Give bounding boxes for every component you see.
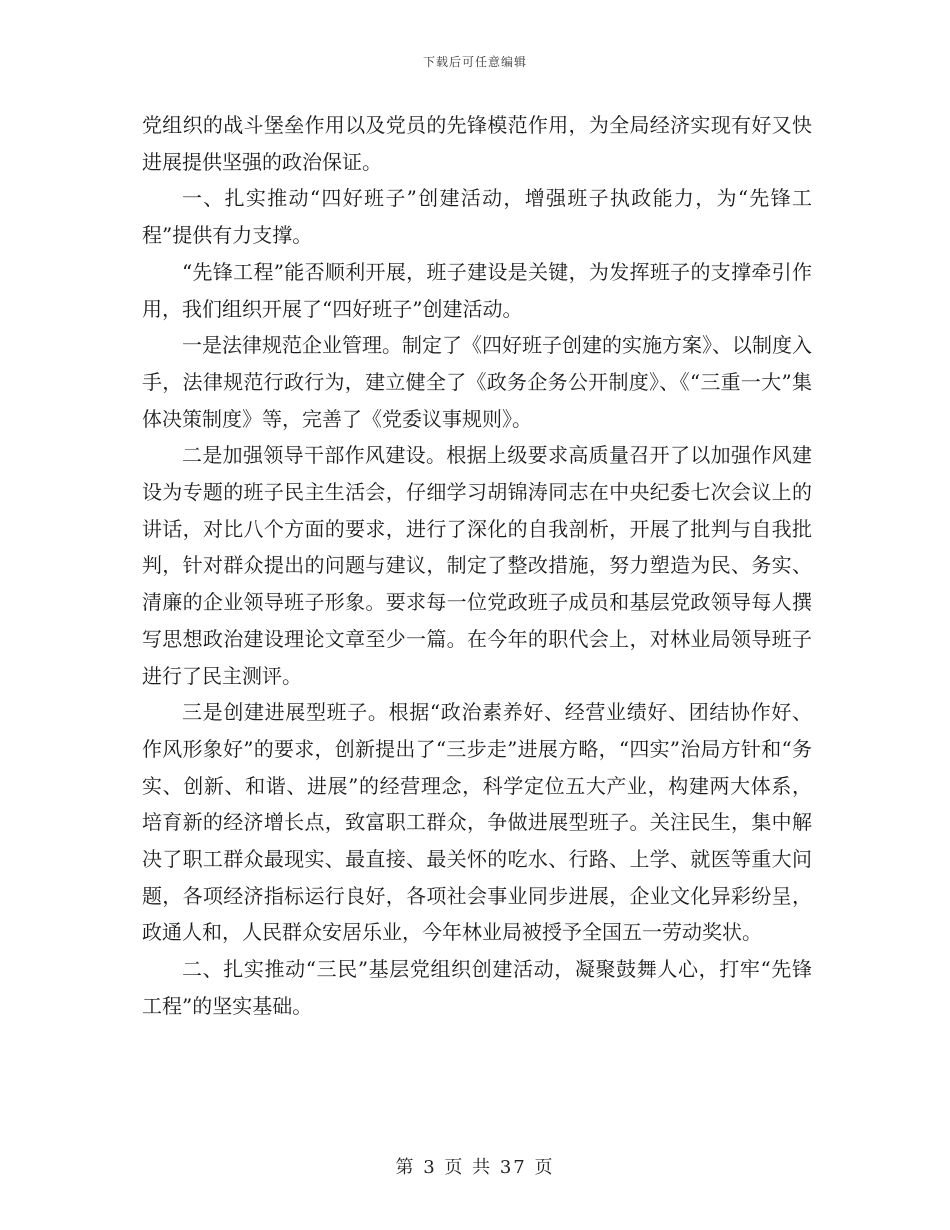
page-number: 第 3 页 共 37 页 [395,1157,555,1178]
section-heading-one: 一、扎实推动“四好班子”创建活动，增强班子执政能力，为“先锋工程”提供有力支撑。 [142,186,812,248]
page-header: 下载后可任意编辑 [422,55,527,69]
paragraph: 一是法律规范企业管理。制定了《四好班子创建的实施方案》、以制度入手，法律规范行政行为，建立健全了《政务企务公开制度》、《“三重一大”集体决策制度》等，完善了《党委议事规则》。 [142,333,812,431]
paragraph: 三是创建进展型班子。根据“政治素养好、经营业绩好、团结协作好、作风形象好”的要求，创新提出了“三步走”进展方略，“四实”治局方针和“务实、创新、和谐、进展”的经营理念，科学定位五大产业，构建两大体系，培育新的经济增长点，致富职工群众，争做进展型班子。关注民生，集中解决了职工群众最现实、最直接、最关怀的吃水、行路、上学、就医等重大问题，各项经济指标运行良好，各项社会事业同步进展，企业文化异彩纷呈，政通人和，人民群众安居乐业，今年林业局被授予全国五一劳动奖状。 [142,700,812,945]
section-heading-two: 二、扎实推动“三民”基层党组织创建活动，凝聚鼓舞人心，打牢“先锋工程”的坚实基础。 [142,957,812,1018]
document-body [142,107,812,1025]
paragraph: “先锋工程”能否顺利开展，班子建设是关键，为发挥班子的支撑牵引作用，我们组织开展了“四好班子”创建活动。 [142,259,812,321]
paragraph: 党组织的战斗堡垒作用以及党员的先锋模范作用，为全局经济实现有好又快进展提供坚强的政治保证。 [142,113,812,174]
paragraph: 二是加强领导干部作风建设。根据上级要求高质量召开了以加强作风建设为专题的班子民主生活会，仔细学习胡锦涛同志在中央纪委七次会议上的讲话，对比八个方面的要求，进行了深化的自我剖析，开展了批判与自我批判，针对群众提出的问题与建议，制定了整改措施，努力塑造为民、务实、清廉的企业领导班子形象。要求每一位党政班子成员和基层党政领导每人撰写思想政治建设理论文章至少一篇。在今年的职代会上，对林业局领导班子进行了民主测评。 [142,443,812,688]
